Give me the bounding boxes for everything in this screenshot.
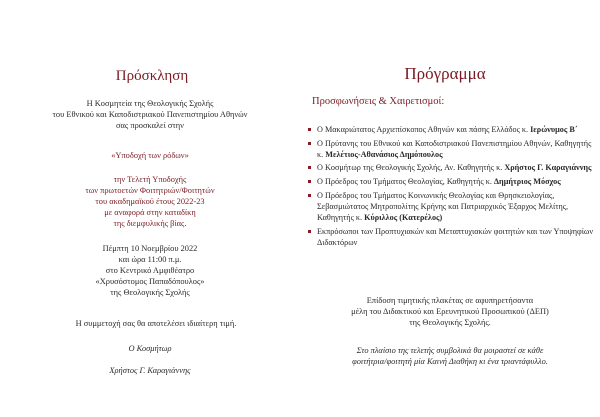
ceremony-note: [300, 345, 600, 367]
speaker-role: Ο Πρύτανης του Εθνικού και Καποδιστριακού Πανεπιστημίου Αθηνών, Καθηγητής κ.: [317, 138, 592, 159]
invitation-intro: [0, 98, 300, 131]
dean-name: Χρήστος Γ. Καραγιάννης: [109, 366, 191, 375]
speaker-item: [308, 124, 598, 135]
bullet-icon: [308, 142, 311, 145]
date-line: Πέμπτη 10 Νοεμβρίου 2022: [102, 244, 198, 253]
ceremony-description: [0, 174, 300, 229]
bullet-icon: [308, 180, 311, 183]
intro-line: Η Κοσμητεία της Θεολογικής Σχολής: [86, 99, 214, 108]
note-line: φοιτήτρια/φοιτητή μία Καινή Διαθήκη κι ένα τριαντάφυλλο.: [352, 357, 548, 366]
speaker-item: [308, 176, 598, 187]
ceremony-line: του ακαδημαϊκού έτους 2022-23: [95, 197, 205, 206]
plaque-line: της Θεολογικής Σχολής.: [409, 318, 491, 327]
ceremony-line: με αναφορά στην καταδίκη: [104, 208, 196, 217]
speaker-item: [308, 162, 598, 173]
speaker-role: Εκπρόσωποι των Προπτυχιακών και Μεταπτυχιακών φοιτητών και των Υποψηφίων Διδακτόρων: [317, 226, 594, 247]
plaque-announcement: [300, 295, 600, 328]
honor-text: Η συμμετοχή σας θα αποτελέσει ιδιαίτερη τιμή.: [75, 319, 237, 328]
speakers-list: [308, 124, 598, 250]
speaker-name: Δημήτριος Μόσχος: [493, 176, 561, 186]
program-page: [300, 0, 600, 417]
speaker-item: [308, 138, 598, 160]
speaker-name: Κύριλλος (Κατερέλος): [364, 212, 443, 222]
event-name: «Υποδοχή των ρόδων»: [111, 151, 189, 160]
speaker-role: Ο Μακαριώτατος Αρχιεπίσκοπος Αθηνών και πάσης Ελλάδος κ.: [317, 125, 531, 134]
bullet-icon: [308, 230, 311, 233]
venue-line: της Θεολογικής Σχολής: [110, 288, 190, 297]
speaker-role: Ο Κοσμήτωρ της Θεολογικής Σχολής, Αν. Καθηγητής κ.: [317, 163, 505, 173]
speaker-item: [308, 190, 598, 224]
speaker-item: [308, 226, 598, 248]
speaker-name: Μελέτιος-Αθανάσιος Δημόπουλος: [325, 149, 443, 159]
time-line: και ώρα 11:00 π.μ.: [118, 255, 182, 264]
date-venue: [0, 243, 300, 298]
intro-line: σας προσκαλεί στην: [116, 121, 184, 130]
program-title: Πρόγραμμα: [404, 64, 486, 83]
speaker-role: Ο Πρόεδρος του Τμήματος Θεολογίας, Καθηγητής κ.: [317, 176, 494, 186]
venue-line: «Χρυσόστομος Παπαδόπουλος»: [95, 277, 205, 286]
venue-line: στο Κεντρικό Αμφιθέατρο: [105, 266, 195, 275]
dean-role: Ο Κοσμήτωρ: [128, 344, 172, 353]
speaker-name: Ιερώνυμος Β΄: [530, 125, 578, 134]
ceremony-line: της διεμφυλικής βίας.: [113, 219, 187, 228]
plaque-line: Επίδοση τιμητικής πλακέτας σε αφυπηρετήσαντα: [366, 296, 534, 305]
plaque-line: μέλη του Διδακτικού και Ερευνητικού Προσωπικού (ΔΕΠ): [351, 307, 549, 316]
invitation-title: Πρόσκληση: [115, 68, 189, 84]
bullet-icon: [308, 194, 311, 197]
speaker-role: Ο Πρόεδρος του Τμήματος Κοινωνικής Θεολογίας και Θρησκειολογίας, Σεβασμιώτατος Μητροπολίτης Κρήνης και Πατριαρχικός Έξαρχος Μελίτης, Καθηγητής κ.: [317, 190, 569, 222]
program-subheading: Προσφωνήσεις & Χαιρετισμοί:: [312, 96, 445, 107]
bullet-icon: [308, 166, 311, 169]
intro-line: του Εθνικού και Καποδιστριακού Πανεπιστημίου Αθηνών: [52, 110, 248, 119]
bullet-icon: [308, 128, 311, 131]
note-line: Στο πλαίσιο της τελετής συμβολικά θα μοιραστεί σε κάθε: [356, 346, 544, 355]
ceremony-line: των πρωτοετών Φοιτητριών/Φοιτητών: [85, 186, 215, 195]
speaker-name: Χρήστος Γ. Καραγιάννης: [504, 163, 592, 173]
ceremony-line: την Τελετή Υποδοχής: [113, 175, 187, 184]
